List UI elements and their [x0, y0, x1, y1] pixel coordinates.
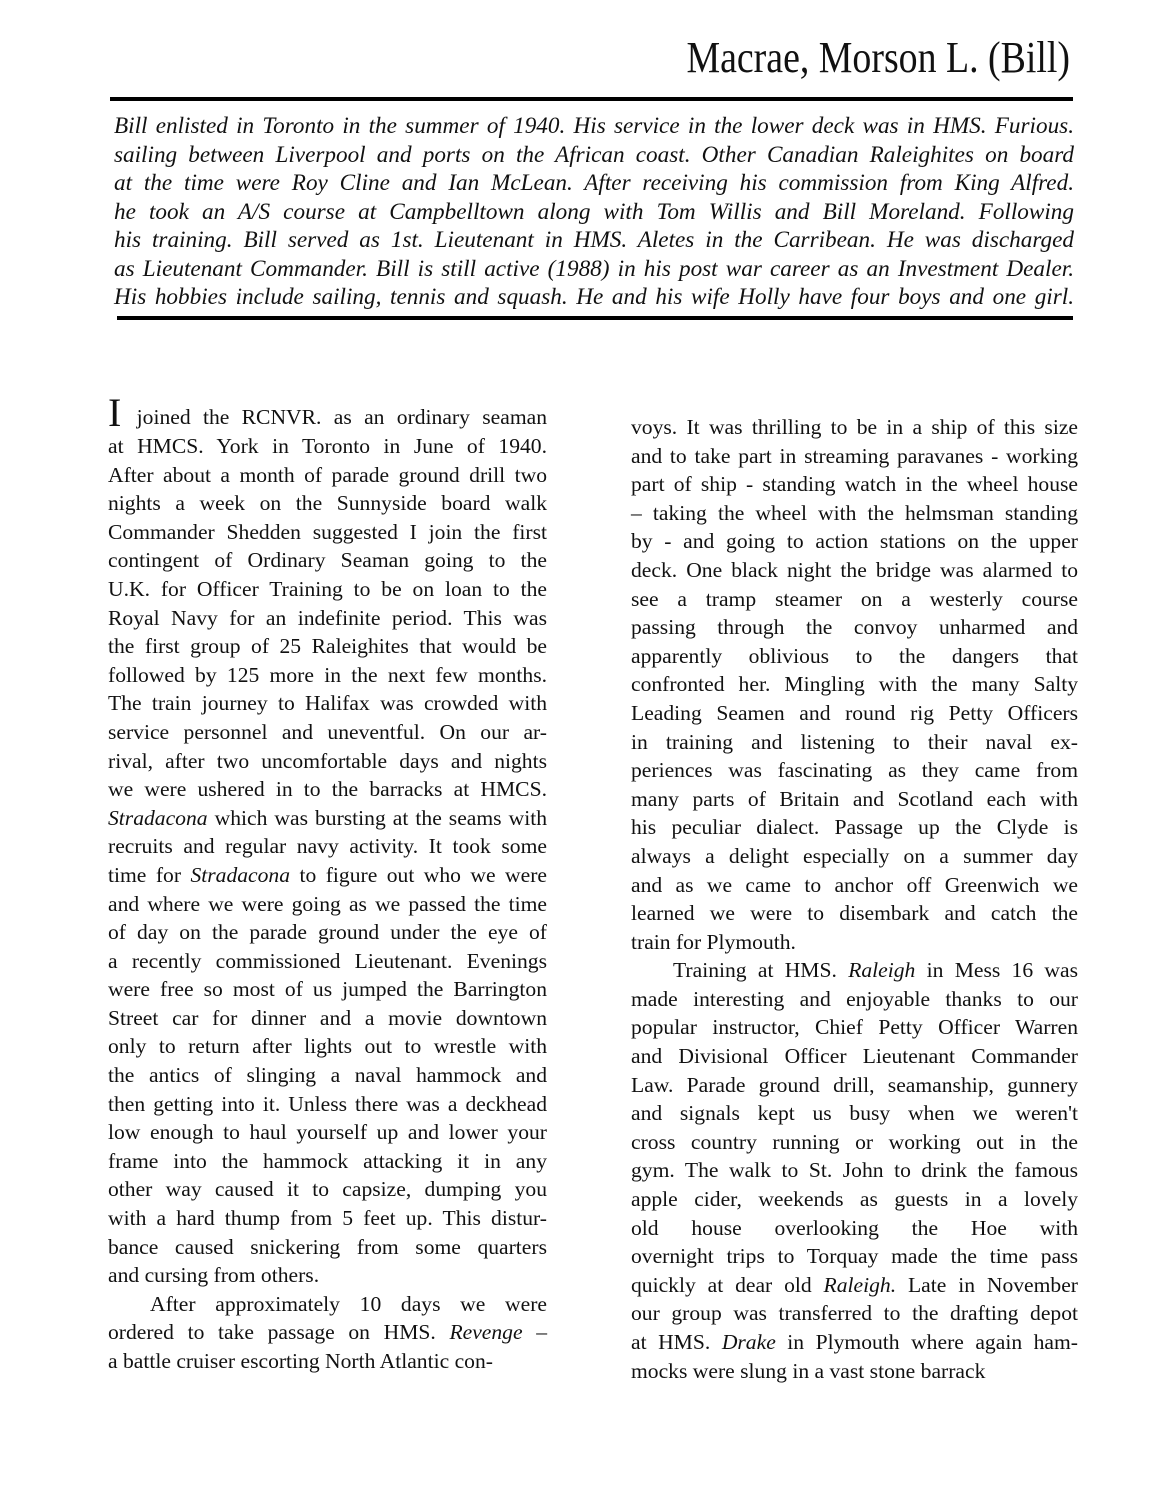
body-text: learned we were to disembark and catch the [631, 901, 1078, 926]
body-line [631, 1242, 1078, 1271]
ship-name: Stradacona [190, 862, 291, 887]
body-text: in Plymouth where again ham- [775, 1330, 1078, 1354]
body-line [108, 432, 547, 461]
body-line [108, 1032, 547, 1061]
body-line [108, 975, 547, 1004]
body-text: his peculiar dialect. Passage up the Clyde is [631, 815, 1078, 840]
body-line [108, 1204, 547, 1233]
body-line [108, 575, 547, 604]
body-text: and where we were going as we passed the time [108, 891, 547, 916]
body-text: ordered to take passage on HMS. [108, 1320, 450, 1345]
body-line [108, 775, 547, 804]
body-line [631, 1128, 1078, 1157]
body-text: part of ship - standing watch in the wheel house [631, 472, 1078, 497]
body-line [108, 689, 547, 718]
body-text: which was bursting at the seams with [207, 805, 547, 830]
body-text: apparently oblivious to the dangers that [631, 643, 1078, 668]
ship-name: Stradacona [108, 805, 208, 830]
body-text: train for Plymouth. [631, 929, 796, 954]
summary-line: Bill enlisted in Toronto in the summer of 1940. His service in the lower deck was in HMS. Furious. [114, 113, 1074, 139]
body-text: of day on the parade ground under the eye of [108, 920, 547, 945]
body-line [631, 842, 1078, 871]
body-text: a recently commissioned Lieutenant. Evenings [108, 948, 547, 973]
summary-line: his training. Bill served as 1st. Lieutenant in HMS. Aletes in the Carribean. He was discharged [114, 227, 1074, 253]
body-line [108, 1090, 547, 1119]
body-text: Street car for dinner and a movie downtown [108, 1005, 547, 1030]
body-text: apple cider, weekends as guests in a lovely [631, 1187, 1078, 1212]
body-text: mocks were slung in a vast stone barrack [631, 1358, 986, 1383]
body-text: U.K. for Officer Training to be on loan to the [108, 576, 547, 601]
body-text: quickly at dear old [631, 1272, 824, 1297]
body-text: many parts of Britain and Scotland each with [631, 786, 1078, 811]
body-text: cross country running or working out in the [631, 1129, 1078, 1154]
body-line [631, 1042, 1078, 1071]
body-text: and as we came to anchor off Greenwich we [631, 872, 1078, 897]
body-line [631, 756, 1078, 785]
body-text: popular instructor, Chief Petty Officer Warren [631, 1015, 1078, 1040]
body-line [108, 890, 547, 919]
body-column-left [108, 390, 547, 1376]
body-line [631, 785, 1078, 814]
ship-name: Revenge [449, 1320, 523, 1345]
body-text: Commander Shedden suggested I join the first [108, 519, 547, 544]
body-line [631, 642, 1078, 671]
body-text: at HMCS. York in Toronto in June of 1940. [108, 434, 547, 458]
body-line [108, 546, 547, 575]
body-text: with a hard thump from 5 feet up. This distur- [108, 1206, 547, 1231]
body-line [108, 489, 547, 518]
body-text: and Divisional Officer Lieutenant Commander [631, 1044, 1078, 1069]
body-text: rival, after two uncomfortable days and nights [108, 748, 547, 773]
body-text: nights a week on the Sunnyside board walk [108, 491, 547, 516]
body-line [108, 861, 547, 890]
body-text: in training and listening to their naval ex- [631, 729, 1078, 754]
body-text: gym. The walk to St. John to drink the famous [631, 1158, 1078, 1183]
body-line [108, 1261, 547, 1290]
divider-top [110, 97, 1073, 101]
body-line [108, 832, 547, 861]
body-line [631, 1299, 1078, 1328]
body-text: to figure out who we were [290, 862, 547, 887]
body-line [108, 918, 547, 947]
body-line [631, 1156, 1078, 1185]
body-line [108, 1175, 547, 1204]
body-line [108, 718, 547, 747]
body-text: time for [108, 862, 191, 887]
body-text: in Mess 16 was [915, 958, 1078, 983]
body-line [631, 985, 1078, 1014]
body-text: The train journey to Halifax was crowded with [108, 691, 547, 716]
body-text: by - and going to action stations on the upper [631, 529, 1078, 554]
body-text: at HMS. [631, 1330, 722, 1354]
body-text: our group was transferred to the drafting depot [631, 1301, 1078, 1326]
body-text: – [522, 1320, 547, 1345]
body-line [631, 442, 1078, 471]
body-line [108, 632, 547, 661]
body-text: frame into the hammock attacking it in any [108, 1148, 547, 1173]
body-column-right [631, 413, 1078, 1385]
body-line [108, 1233, 547, 1262]
body-text: – taking the wheel with the helmsman standing [631, 500, 1078, 525]
summary-line: sailing between Liverpool and ports on the African coast. Other Canadian Raleighites on board [114, 141, 1074, 168]
ship-name: Drake [721, 1330, 776, 1354]
body-text: the antics of slinging a naval hammock and [108, 1063, 547, 1088]
body-text: then getting into it. Unless there was a deckhead [108, 1091, 547, 1116]
body-line [631, 871, 1078, 900]
body-text: a battle cruiser escorting North Atlantic con- [108, 1349, 493, 1373]
body-line [108, 604, 547, 633]
body-line [631, 670, 1078, 699]
body-line [631, 699, 1078, 728]
body-text: overnight trips to Torquay made the time pass [631, 1244, 1078, 1269]
body-line [631, 1328, 1078, 1357]
body-text: always a delight especially on a summer day [631, 843, 1078, 868]
body-line [631, 1071, 1078, 1100]
body-line [108, 461, 547, 490]
body-text: and to take part in streaming paravanes - working [631, 443, 1078, 468]
biography-summary [114, 112, 1074, 312]
body-line [631, 1357, 1078, 1386]
body-line [108, 947, 547, 976]
body-text: passing through the convoy unharmed and [631, 615, 1078, 640]
body-text: we were ushered in to the barracks at HMCS. [108, 777, 547, 802]
body-text: Law. Parade ground drill, seamanship, gunnery [631, 1072, 1078, 1097]
body-line [631, 585, 1078, 614]
body-text: periences was fascinating as they came from [631, 758, 1078, 783]
body-line [108, 518, 547, 547]
body-line [108, 747, 547, 776]
body-text: confronted her. Mingling with the many Salty [631, 672, 1078, 697]
body-line [631, 813, 1078, 842]
ship-name: Raleigh [848, 958, 916, 983]
body-text: joined the RCNVR. as an ordinary seaman [124, 405, 547, 429]
body-line [108, 390, 547, 435]
body-text: the first group of 25 Raleighites that would be [108, 634, 547, 659]
body-text: Royal Navy for an indefinite period. This was [108, 605, 547, 630]
body-line [631, 928, 1078, 957]
body-line [108, 1318, 547, 1347]
body-text: other way caused it to capsize, dumping you [108, 1177, 547, 1202]
body-line [108, 1118, 547, 1147]
body-text: and cursing from others. [108, 1263, 320, 1288]
body-text: recruits and regular navy activity. It took some [108, 834, 547, 859]
body-text: Late in November [896, 1272, 1078, 1297]
body-line [631, 1185, 1078, 1214]
summary-line: as Lieutenant Commander. Bill is still active (1988) in his post war career as an Investment Dealer. [114, 255, 1074, 282]
drop-cap: I [108, 390, 122, 435]
body-line [631, 613, 1078, 642]
body-text: voys. It was thrilling to be in a ship of this size [631, 415, 1078, 439]
body-line [631, 413, 1078, 442]
body-line [631, 899, 1078, 928]
body-text: followed by 125 more in the next few months. [108, 662, 547, 687]
body-text: see a tramp steamer on a westerly course [631, 586, 1078, 611]
ship-name: Raleigh. [823, 1272, 897, 1297]
body-text: After about a month of parade ground drill two [108, 462, 547, 487]
body-line [631, 956, 1078, 985]
body-line [631, 527, 1078, 556]
body-text: bance caused snickering from some quarters [108, 1234, 547, 1259]
body-text: only to return after lights out to wrestle with [108, 1034, 547, 1059]
summary-line: His hobbies include sailing, tennis and squash. He and his wife Holly have four boys and one girl. [114, 284, 1074, 310]
body-line [631, 470, 1078, 499]
body-text: contingent of Ordinary Seaman going to the [108, 548, 547, 573]
summary-line: he took an A/S course at Campbelltown along with Tom Willis and Bill Moreland. Following [114, 198, 1074, 225]
body-text: were free so most of us jumped the Barrington [108, 977, 547, 1002]
body-text: and signals kept us busy when we weren't [631, 1101, 1078, 1126]
body-line [631, 499, 1078, 528]
body-line [631, 1214, 1078, 1243]
body-line [631, 1271, 1078, 1300]
body-text: Leading Seamen and round rig Petty Officers [631, 700, 1078, 725]
body-line [108, 1347, 547, 1376]
body-line [108, 804, 547, 833]
body-line [108, 1290, 547, 1319]
body-line [631, 1099, 1078, 1128]
body-line [108, 661, 547, 690]
body-line [108, 1061, 547, 1090]
body-line [631, 556, 1078, 585]
divider-bottom [117, 316, 1073, 320]
body-line [631, 1013, 1078, 1042]
body-line [631, 728, 1078, 757]
summary-line: at the time were Roy Cline and Ian McLean. After receiving his commission from King Alfred. [114, 170, 1074, 196]
body-text: made interesting and enjoyable thanks to our [631, 986, 1078, 1011]
body-line [108, 1004, 547, 1033]
body-text: service personnel and uneventful. On our ar- [108, 719, 547, 744]
body-text: low enough to haul yourself up and lower your [108, 1120, 547, 1145]
body-text: After approximately 10 days we were [150, 1291, 547, 1316]
body-text: Training at HMS. [673, 958, 849, 983]
body-line [108, 1147, 547, 1176]
body-text: old house overlooking the Hoe with [631, 1215, 1078, 1240]
page-title: Macrae, Morson L. (Bill) [686, 33, 1070, 82]
body-text: deck. One black night the bridge was alarmed to [631, 557, 1078, 582]
